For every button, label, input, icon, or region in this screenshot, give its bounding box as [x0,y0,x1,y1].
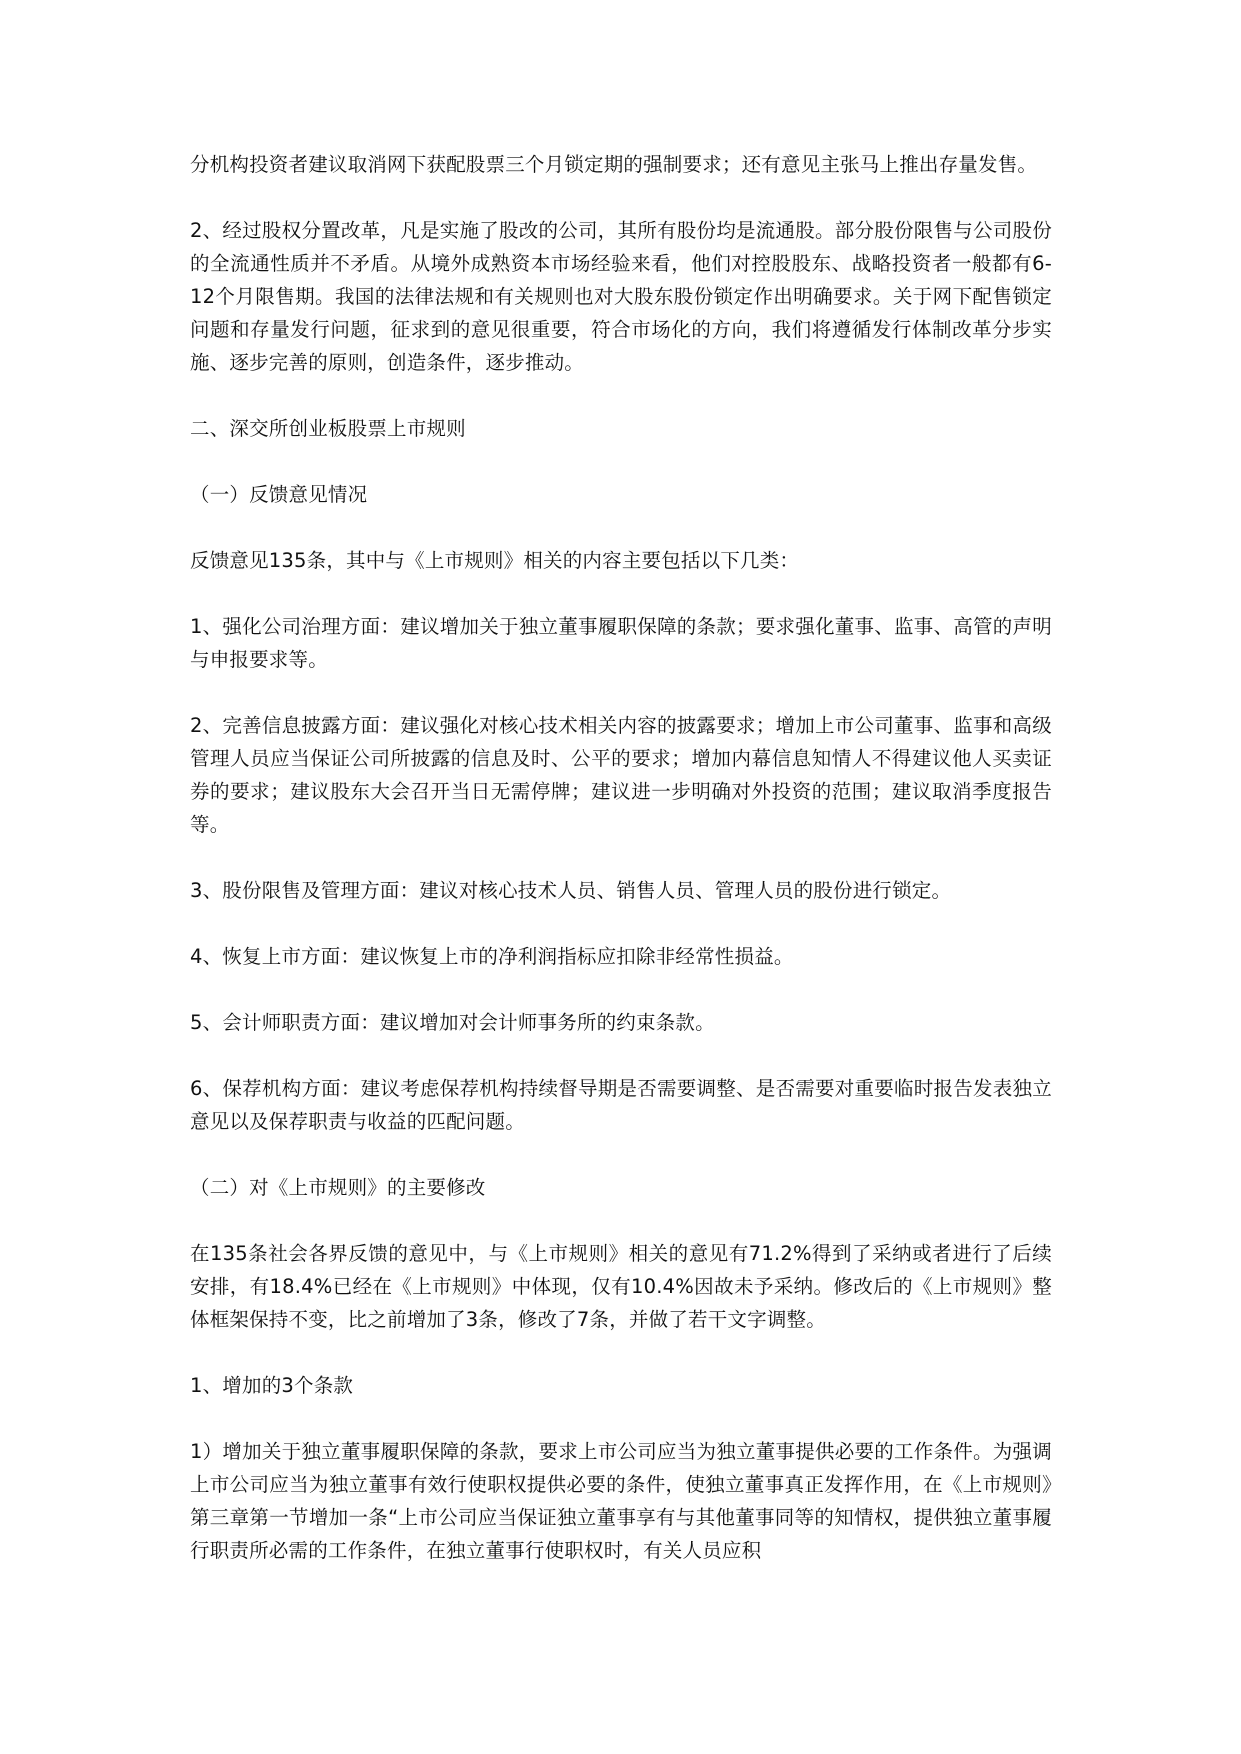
list-item: 6、保荐机构方面：建议考虑保荐机构持续督导期是否需要调整、是否需要对重要临时报告发表独立意见以及保荐职责与收益的匹配问题。 [190,1077,1052,1133]
document-body [190,148,1052,1600]
list-item: 2、完善信息披露方面：建议强化对核心技术相关内容的披露要求；增加上市公司董事、监事和高级管理人员应当保证公司所披露的信息及时、公平的要求；增加内幕信息知情人不得建议他人买卖证券的要求；建议股东大会召开当日无需停牌；建议进一步明确对外投资的范围；建议取消季度报告等。 [190,714,1052,836]
subsection-heading: （二）对《上市规则》的主要修改 [190,1176,486,1199]
paragraph: 在135条社会各界反馈的意见中，与《上市规则》相关的意见有71.2%得到了采纳或者进行了后续安排，有18.4%已经在《上市规则》中体现，仅有10.4%因故未予采纳。修改后的《上市规则》整体框架保持不变，比之前增加了3条，修改了7条，并做了若干文字调整。 [190,1242,1052,1331]
paragraph: 2、经过股权分置改革，凡是实施了股改的公司，其所有股份均是流通股。部分股份限售与公司股份的全流通性质并不矛盾。从境外成熟资本市场经验来看，他们对控股股东、战略投资者一般都有6-12个月限售期。我国的法律法规和有关规则也对大股东股份锁定作出明确要求。关于网下配售锁定问题和存量发行问题，征求到的意见很重要，符合市场化的方向，我们将遵循发行体制改革分步实施、逐步完善的原则，创造条件，逐步推动。 [190,219,1052,374]
list-item: 4、恢复上市方面：建议恢复上市的净利润指标应扣除非经常性损益。 [190,945,794,968]
item-heading: 1、增加的3个条款 [190,1374,354,1397]
paragraph: 反馈意见135条，其中与《上市规则》相关的内容主要包括以下几类： [190,549,800,572]
paragraph: 分机构投资者建议取消网下获配股票三个月锁定期的强制要求；还有意见主张马上推出存量发售。 [190,153,1038,176]
paragraph: 1）增加关于独立董事履职保障的条款，要求上市公司应当为独立董事提供必要的工作条件。为强调上市公司应当为独立董事有效行使职权提供必要的条件，使独立董事真正发挥作用，在《上市规则》第三章第一节增加一条“上市公司应当保证独立董事享有与其他董事同等的知情权，提供独立董事履行职责所必需的工作条件，在独立董事行使职权时，有关人员应积 [190,1440,1052,1562]
list-item: 1、强化公司治理方面：建议增加关于独立董事履职保障的条款；要求强化董事、监事、高管的声明与申报要求等。 [190,615,1052,671]
list-item: 5、会计师职责方面：建议增加对会计师事务所的约束条款。 [190,1011,715,1034]
section-heading: 二、深交所创业板股票上市规则 [190,417,466,440]
subsection-heading: （一）反馈意见情况 [190,483,368,506]
list-item: 3、股份限售及管理方面：建议对核心技术人员、销售人员、管理人员的股份进行锁定。 [190,879,952,902]
